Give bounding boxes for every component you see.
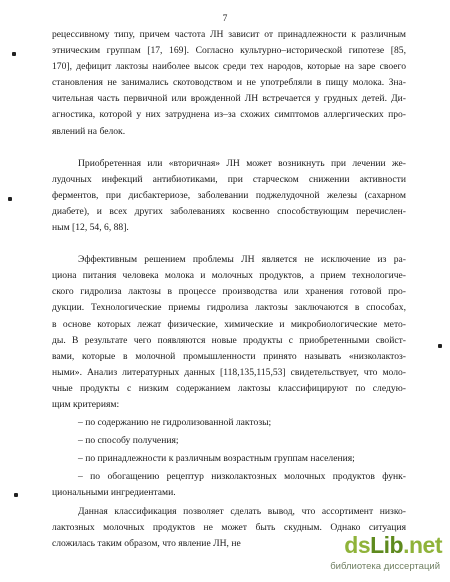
text-line: диабете), и всех других заболеваниях косвенно способствующим перечислен- bbox=[52, 205, 406, 217]
page-number: 7 bbox=[222, 14, 228, 24]
dslib-watermark bbox=[324, 532, 442, 576]
margin-mark bbox=[438, 344, 442, 348]
logo-ds: ds bbox=[344, 532, 371, 558]
text-line: Эффективным решением проблемы ЛН является не исключение из ра- bbox=[78, 254, 406, 266]
body-text bbox=[52, 27, 406, 552]
text-line: ского гидролиза лактозы в процессе производства или хранения готовой про- bbox=[52, 286, 406, 298]
text-line: рецессивному типу, причем частота ЛН зависит от принадлежности к различным bbox=[52, 29, 406, 40]
text-line: ным [12, 54, 6, 88]. bbox=[52, 222, 129, 234]
text-line: этническим группам [17, 169]. Согласно культурно–исторической гипотезе [85, bbox=[52, 45, 406, 57]
text-line: 170], дефицит лактозы наиболее высок среди тех народов, которые на заре своего bbox=[52, 61, 406, 73]
logo-net: .net bbox=[403, 532, 442, 558]
text-line: в основе которых лежат физические, химические и микробиологические мето- bbox=[52, 318, 406, 330]
text-line: явлений на белок. bbox=[52, 125, 126, 137]
text-line: лудочных инфекций антибиотиками, при старческом снижении активности bbox=[52, 173, 406, 185]
text-line: агностика, которой у них затруднена из–за схожих симптомов аллергических про- bbox=[52, 109, 406, 121]
text-line: ды. В результате чего появляются новые продукты с приобретенными свойст- bbox=[52, 334, 406, 346]
text-line: Данная классификация позволяет сделать вывод, что ассортимент низко- bbox=[78, 505, 406, 517]
list-item: – по принадлежности к различным возрастным группам населения; bbox=[78, 453, 355, 465]
list-item: циональными ингредиентами. bbox=[52, 487, 176, 499]
list-item: – по содержанию не гидролизованной лактозы; bbox=[78, 417, 272, 429]
text-line: ферментов, при дисбактериозе, заболевании поджелудочной железы (сахарном bbox=[52, 189, 406, 201]
list-item: – по обогащению рецептур низколактозных молочных продуктов функ- bbox=[78, 471, 406, 483]
dslib-logo bbox=[344, 532, 442, 560]
text-line: вами, которые в молочной промышленности принято называть «низколактоз- bbox=[52, 350, 406, 362]
logo-lib: Lib bbox=[370, 532, 404, 558]
text-line: сложилась таким образом, что явление ЛН, не bbox=[52, 537, 241, 549]
text-line: чные продукты с низким содержанием лактозы классифицируют по следую- bbox=[52, 382, 406, 394]
margin-mark bbox=[12, 52, 16, 56]
text-line: щим критериям: bbox=[52, 398, 120, 410]
text-line: становления не занимались скотоводством и не употребляли в пищу молока. Зна- bbox=[52, 77, 406, 89]
text-line: лактозных молочных продуктов не может быть скудным. Однако ситуация bbox=[52, 521, 406, 533]
text-line: чительная часть первичной или врожденной ЛН встречается у грудных детей. Ди- bbox=[52, 93, 406, 105]
margin-mark bbox=[14, 493, 18, 497]
text-line: ными». Анализ литературных данных [118,135,115,53] свидетельствует, что моло- bbox=[52, 366, 406, 378]
margin-mark bbox=[8, 197, 12, 201]
list-item: – по способу получения; bbox=[78, 435, 179, 447]
text-line: Приобретенная или «вторичная» ЛН может возникнуть при лечении же- bbox=[78, 157, 406, 169]
text-line: дукции. Технологические приемы гидролиза лактозы заключаются в способах, bbox=[52, 302, 406, 314]
watermark-subtitle: библиотека диссертаций bbox=[330, 561, 440, 572]
text-line: циона питания человека молока и молочных продуктов, а прием технологиче- bbox=[52, 270, 406, 282]
